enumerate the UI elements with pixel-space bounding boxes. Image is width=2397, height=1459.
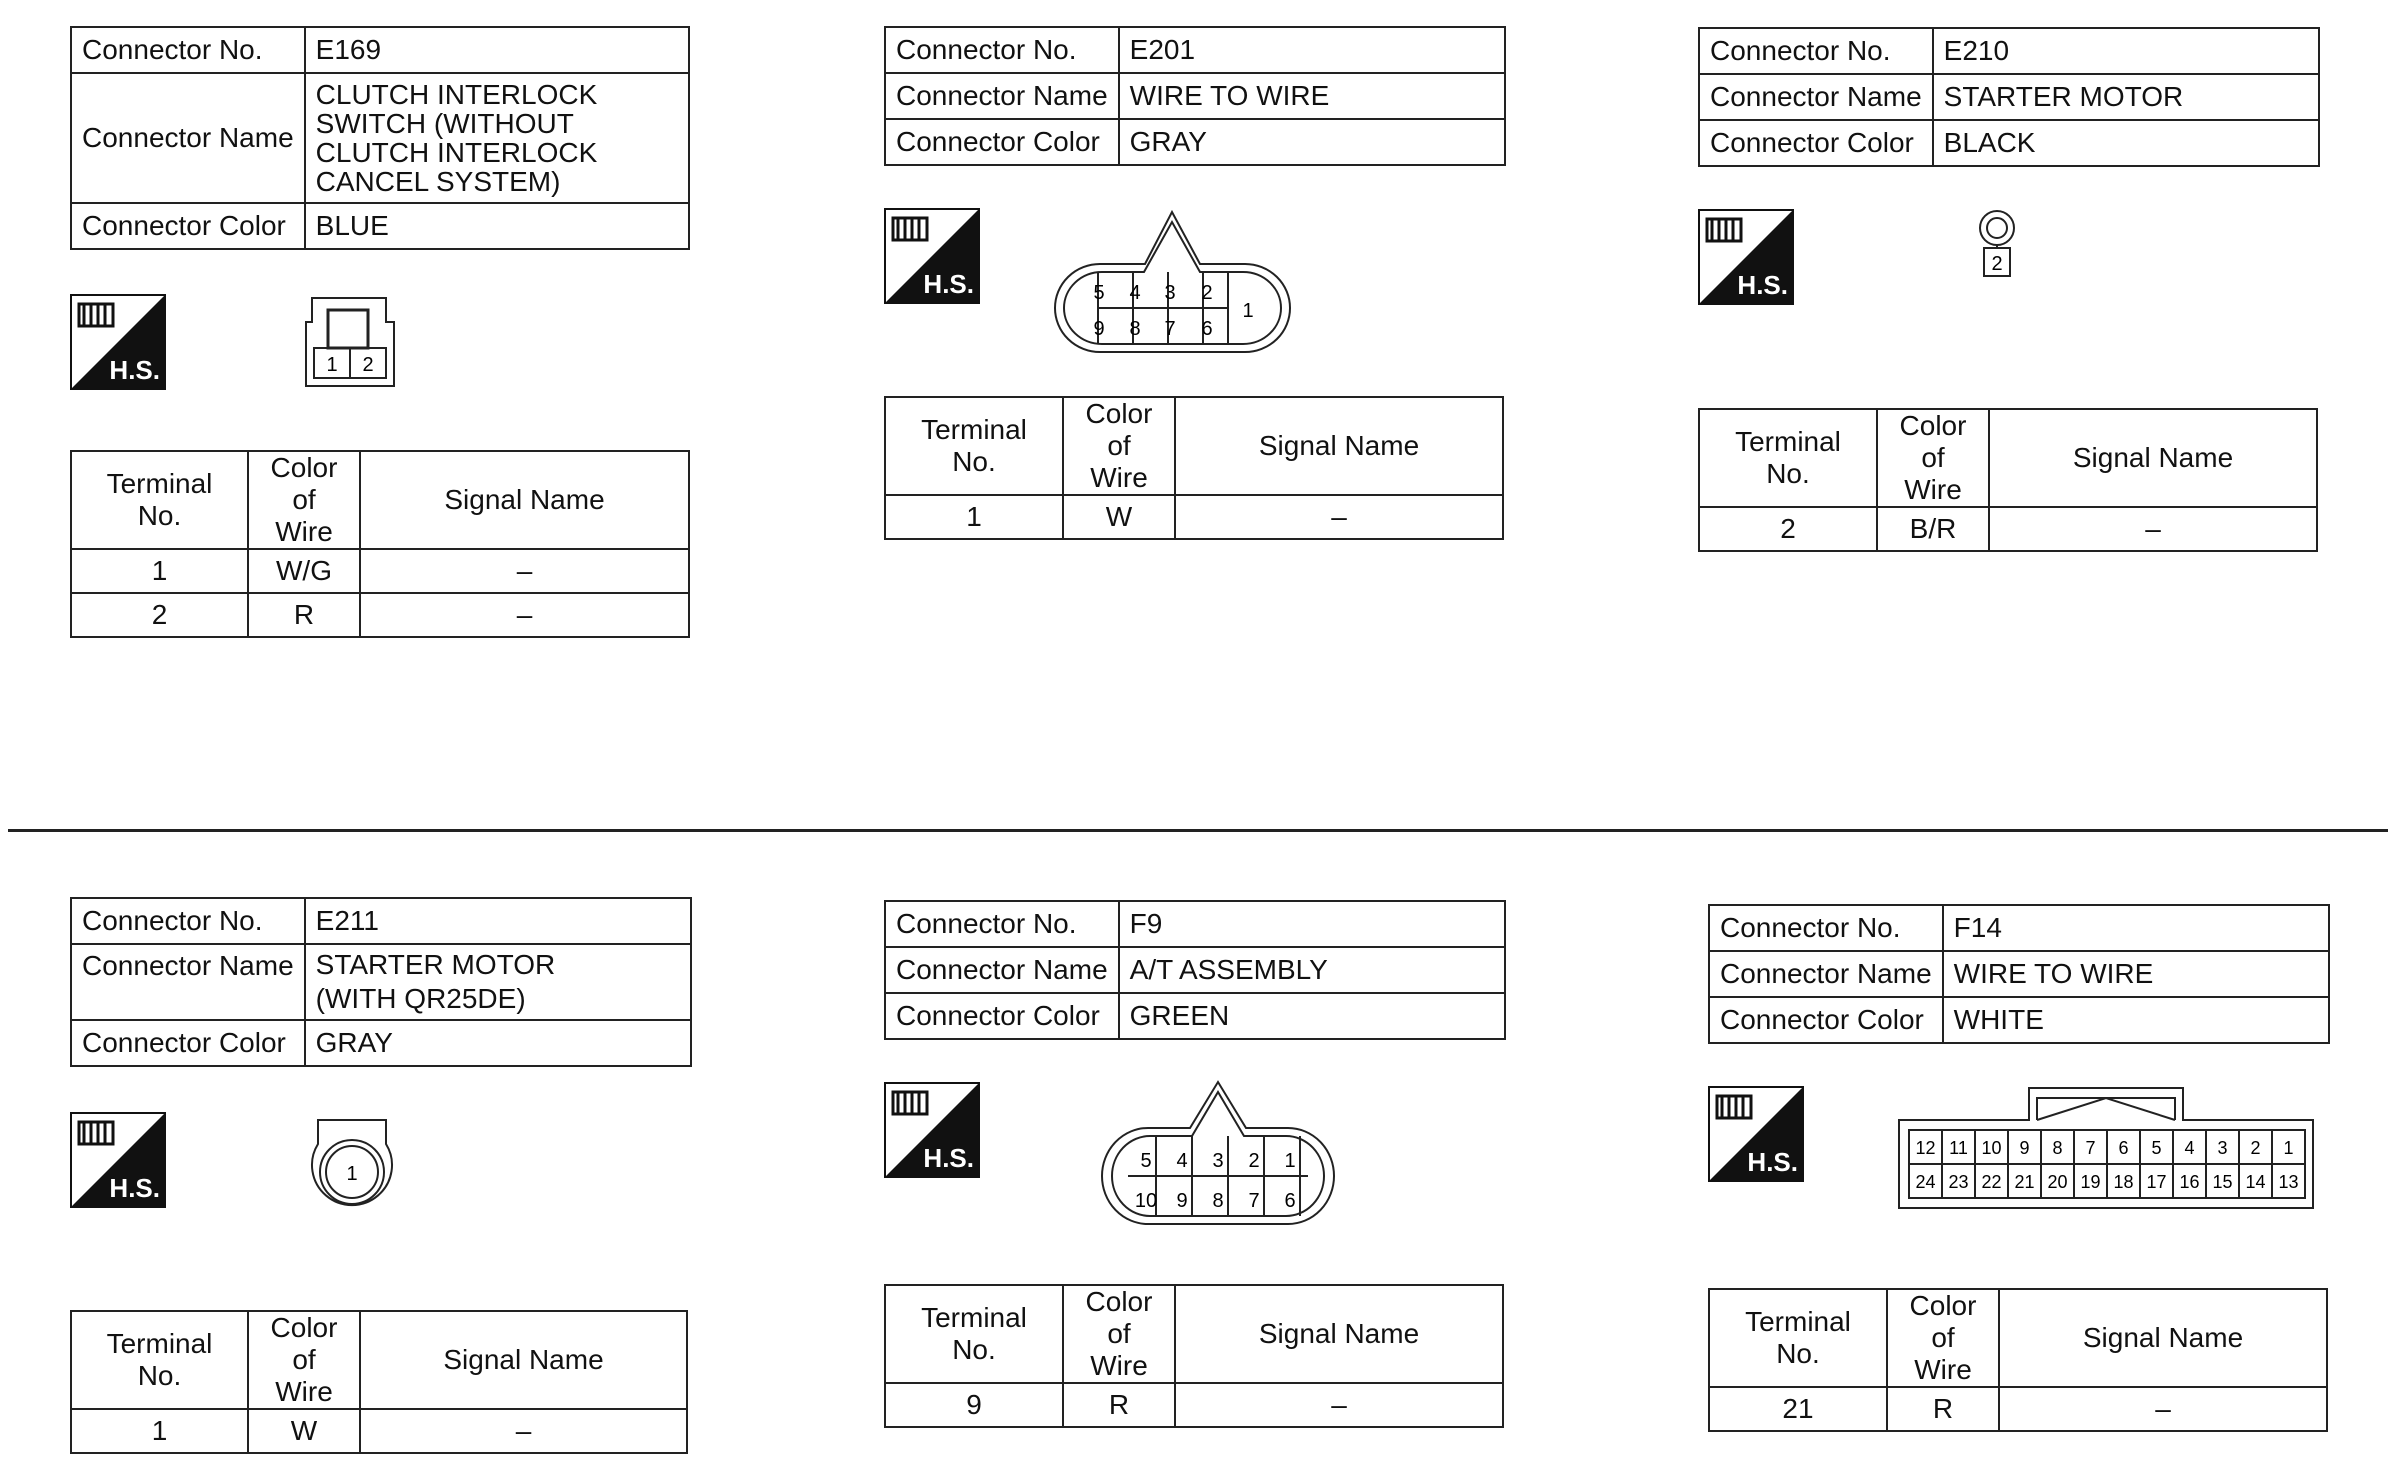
- pin-label: 2: [362, 354, 374, 376]
- connector-info-table: [70, 897, 692, 1067]
- table-row: [71, 549, 689, 593]
- pin-label: 8: [2052, 1138, 2063, 1158]
- pin-label: 14: [2245, 1172, 2266, 1192]
- connector-color-label: Connector Color: [71, 1020, 305, 1066]
- connector-name-value: WIRE TO WIRE: [1943, 951, 2329, 997]
- signal-cell: –: [1175, 1383, 1503, 1427]
- pin-label: 21: [2014, 1172, 2035, 1192]
- harness-side-icon: [1698, 209, 1794, 305]
- connector-no-label: Connector No.: [71, 27, 305, 73]
- terminal-table: [70, 450, 690, 638]
- pin-label: 7: [1248, 1190, 1260, 1212]
- signal-name-header: Signal Name: [360, 1311, 687, 1409]
- signal-name-header: Signal Name: [1175, 1285, 1503, 1383]
- connector-color-value: GREEN: [1119, 993, 1505, 1039]
- pin-label: 2: [1991, 253, 2003, 275]
- connector-no-label: Connector No.: [885, 901, 1119, 947]
- pin-label: 3: [2217, 1138, 2228, 1158]
- pin-label: 12: [1915, 1138, 1936, 1158]
- terminal-no-header: Terminal No.: [71, 451, 248, 549]
- connector-no-value: E169: [305, 27, 689, 73]
- pin-label: 13: [2278, 1172, 2299, 1192]
- signal-name-header: Signal Name: [360, 451, 689, 549]
- signal-cell: –: [360, 549, 689, 593]
- pin-label: 10: [1134, 1190, 1158, 1212]
- section-divider: [8, 829, 2388, 832]
- pin-label: 8: [1212, 1190, 1224, 1212]
- connector-color-label: Connector Color: [885, 993, 1119, 1039]
- pin-label: 17: [2146, 1172, 2167, 1192]
- pin-label: 6: [1284, 1190, 1296, 1212]
- hs-label: H.S.: [923, 269, 974, 299]
- connector-name-label: Connector Name: [1709, 951, 1943, 997]
- terminal-cell: 1: [885, 495, 1063, 539]
- connector-info-table: [884, 900, 1506, 1040]
- table-row: [885, 1383, 1503, 1427]
- signal-cell: –: [1989, 507, 2317, 551]
- pin-label: 24: [1915, 1172, 1936, 1192]
- connector-name-value: STARTER MOTOR (WITH QR25DE): [305, 944, 691, 1020]
- wire-color-cell: W: [248, 1409, 360, 1453]
- connector-name-label: Connector Name: [71, 944, 305, 1020]
- pin-label: 15: [2212, 1172, 2233, 1192]
- signal-cell: –: [1999, 1387, 2327, 1431]
- connector-name-label: Connector Name: [1699, 74, 1933, 120]
- connector-face-diagram: [300, 290, 400, 390]
- connector-color-value: BLACK: [1933, 120, 2319, 166]
- terminal-cell: 1: [71, 1409, 248, 1453]
- pin-label: 2: [2250, 1138, 2261, 1158]
- pin-label: 5: [1093, 282, 1105, 304]
- connector-no-label: Connector No.: [885, 27, 1119, 73]
- connector-name-value: CLUTCH INTERLOCK SWITCH (WITHOUT CLUTCH INTERLOCK CANCEL SYSTEM): [305, 73, 689, 203]
- table-row: [885, 495, 1503, 539]
- table-row: [1699, 507, 2317, 551]
- terminal-table: [70, 1310, 688, 1454]
- connector-color-value: BLUE: [305, 203, 689, 249]
- terminal-no-header: Terminal No.: [1699, 409, 1877, 507]
- connector-name-label: Connector Name: [885, 73, 1119, 119]
- pin-label: 6: [1201, 318, 1213, 340]
- terminal-cell: 9: [885, 1383, 1063, 1427]
- wire-color-cell: R: [1887, 1387, 1999, 1431]
- wire-color-header: Color of Wire: [1887, 1289, 1999, 1387]
- pin-label: 7: [2085, 1138, 2096, 1158]
- pin-label: 1: [346, 1163, 358, 1185]
- pin-label: 20: [2047, 1172, 2068, 1192]
- pin-label: 8: [1129, 318, 1141, 340]
- harness-side-icon: [884, 1082, 980, 1178]
- connector-color-label: Connector Color: [1699, 120, 1933, 166]
- pin-label: 23: [1948, 1172, 1969, 1192]
- connector-face-diagram: [1895, 1086, 2319, 1212]
- connector-face-diagram: [306, 1110, 398, 1222]
- connector-color-value: WHITE: [1943, 997, 2329, 1043]
- connector-name-value: WIRE TO WIRE: [1119, 73, 1505, 119]
- connector-info-table: [1698, 27, 2320, 167]
- hs-label: H.S.: [1747, 1147, 1798, 1177]
- pin-label: 5: [2151, 1138, 2162, 1158]
- pin-label: 4: [2184, 1138, 2195, 1158]
- terminal-cell: 1: [71, 549, 248, 593]
- signal-name-header: Signal Name: [1175, 397, 1503, 495]
- signal-cell: –: [360, 1409, 687, 1453]
- terminal-no-header: Terminal No.: [885, 1285, 1063, 1383]
- terminal-cell: 2: [71, 593, 248, 637]
- connector-color-value: GRAY: [305, 1020, 691, 1066]
- pin-label: 2: [1248, 1150, 1260, 1172]
- connector-face-diagram: [1098, 1080, 1338, 1226]
- pin-label: 18: [2113, 1172, 2134, 1192]
- pin-label: 3: [1164, 282, 1176, 304]
- connector-no-value: F14: [1943, 905, 2329, 951]
- connector-name-value: STARTER MOTOR: [1933, 74, 2319, 120]
- connector-color-label: Connector Color: [1709, 997, 1943, 1043]
- connector-no-value: E210: [1933, 28, 2319, 74]
- wire-color-cell: W/G: [248, 549, 360, 593]
- wire-color-cell: R: [1063, 1383, 1175, 1427]
- pin-label: 10: [1981, 1138, 2002, 1158]
- harness-side-icon: [1708, 1086, 1804, 1182]
- harness-side-icon: [70, 294, 166, 390]
- pin-label: 3: [1212, 1150, 1224, 1172]
- wire-color-cell: W: [1063, 495, 1175, 539]
- connector-no-label: Connector No.: [71, 898, 305, 944]
- pin-label: 4: [1129, 282, 1141, 304]
- pin-label: 19: [2080, 1172, 2101, 1192]
- terminal-no-header: Terminal No.: [71, 1311, 248, 1409]
- connector-no-value: E201: [1119, 27, 1505, 73]
- hs-label: H.S.: [1737, 270, 1788, 300]
- connector-name-label: Connector Name: [71, 73, 305, 203]
- pin-label: 9: [1093, 318, 1105, 340]
- terminal-table: [884, 1284, 1504, 1428]
- connector-color-label: Connector Color: [885, 119, 1119, 165]
- harness-side-icon: [70, 1112, 166, 1208]
- signal-name-header: Signal Name: [1989, 409, 2317, 507]
- pin-label: 7: [1164, 318, 1176, 340]
- table-row: [71, 593, 689, 637]
- pin-label: 6: [2118, 1138, 2129, 1158]
- terminal-table: [1698, 408, 2318, 552]
- wire-color-cell: B/R: [1877, 507, 1989, 551]
- hs-label: H.S.: [109, 355, 160, 385]
- wire-color-header: Color of Wire: [1877, 409, 1989, 507]
- pin-label: 22: [1981, 1172, 2002, 1192]
- connector-no-value: E211: [305, 898, 691, 944]
- pin-label: 5: [1140, 1150, 1152, 1172]
- pin-label: 16: [2179, 1172, 2200, 1192]
- terminal-table: [1708, 1288, 2328, 1432]
- pin-label: 11: [1949, 1138, 1968, 1158]
- connector-no-label: Connector No.: [1709, 905, 1943, 951]
- terminal-cell: 2: [1699, 507, 1877, 551]
- pin-label: 9: [1176, 1190, 1188, 1212]
- wire-color-header: Color of Wire: [248, 451, 360, 549]
- signal-name-header: Signal Name: [1999, 1289, 2327, 1387]
- pin-label: 1: [1284, 1150, 1296, 1172]
- connector-name-value: A/T ASSEMBLY: [1119, 947, 1505, 993]
- connector-info-table: [70, 26, 690, 250]
- wire-color-header: Color of Wire: [1063, 1285, 1175, 1383]
- table-row: [1709, 1387, 2327, 1431]
- pin-label: 1: [326, 354, 338, 376]
- wire-color-cell: R: [248, 593, 360, 637]
- wire-color-header: Color of Wire: [1063, 397, 1175, 495]
- connector-no-value: F9: [1119, 901, 1505, 947]
- harness-side-icon: [884, 208, 980, 304]
- signal-cell: –: [360, 593, 689, 637]
- connector-color-label: Connector Color: [71, 203, 305, 249]
- signal-cell: –: [1175, 495, 1503, 539]
- connector-color-value: GRAY: [1119, 119, 1505, 165]
- terminal-table: [884, 396, 1504, 540]
- terminal-no-header: Terminal No.: [1709, 1289, 1887, 1387]
- pin-label: 4: [1176, 1150, 1188, 1172]
- pin-label: 2: [1201, 282, 1213, 304]
- terminal-cell: 21: [1709, 1387, 1887, 1431]
- terminal-no-header: Terminal No.: [885, 397, 1063, 495]
- hs-label: H.S.: [109, 1173, 160, 1203]
- hs-label: H.S.: [923, 1143, 974, 1173]
- connector-face-diagram: [1975, 206, 2019, 282]
- connector-name-label: Connector Name: [885, 947, 1119, 993]
- wire-color-header: Color of Wire: [248, 1311, 360, 1409]
- connector-info-table: [884, 26, 1506, 166]
- pin-label: 1: [2283, 1138, 2294, 1158]
- pin-label: 1: [1242, 300, 1254, 322]
- connector-no-label: Connector No.: [1699, 28, 1933, 74]
- table-row: [71, 1409, 687, 1453]
- pin-label: 9: [2019, 1138, 2030, 1158]
- connector-info-table: [1708, 904, 2330, 1044]
- connector-face-diagram: [1050, 208, 1300, 353]
